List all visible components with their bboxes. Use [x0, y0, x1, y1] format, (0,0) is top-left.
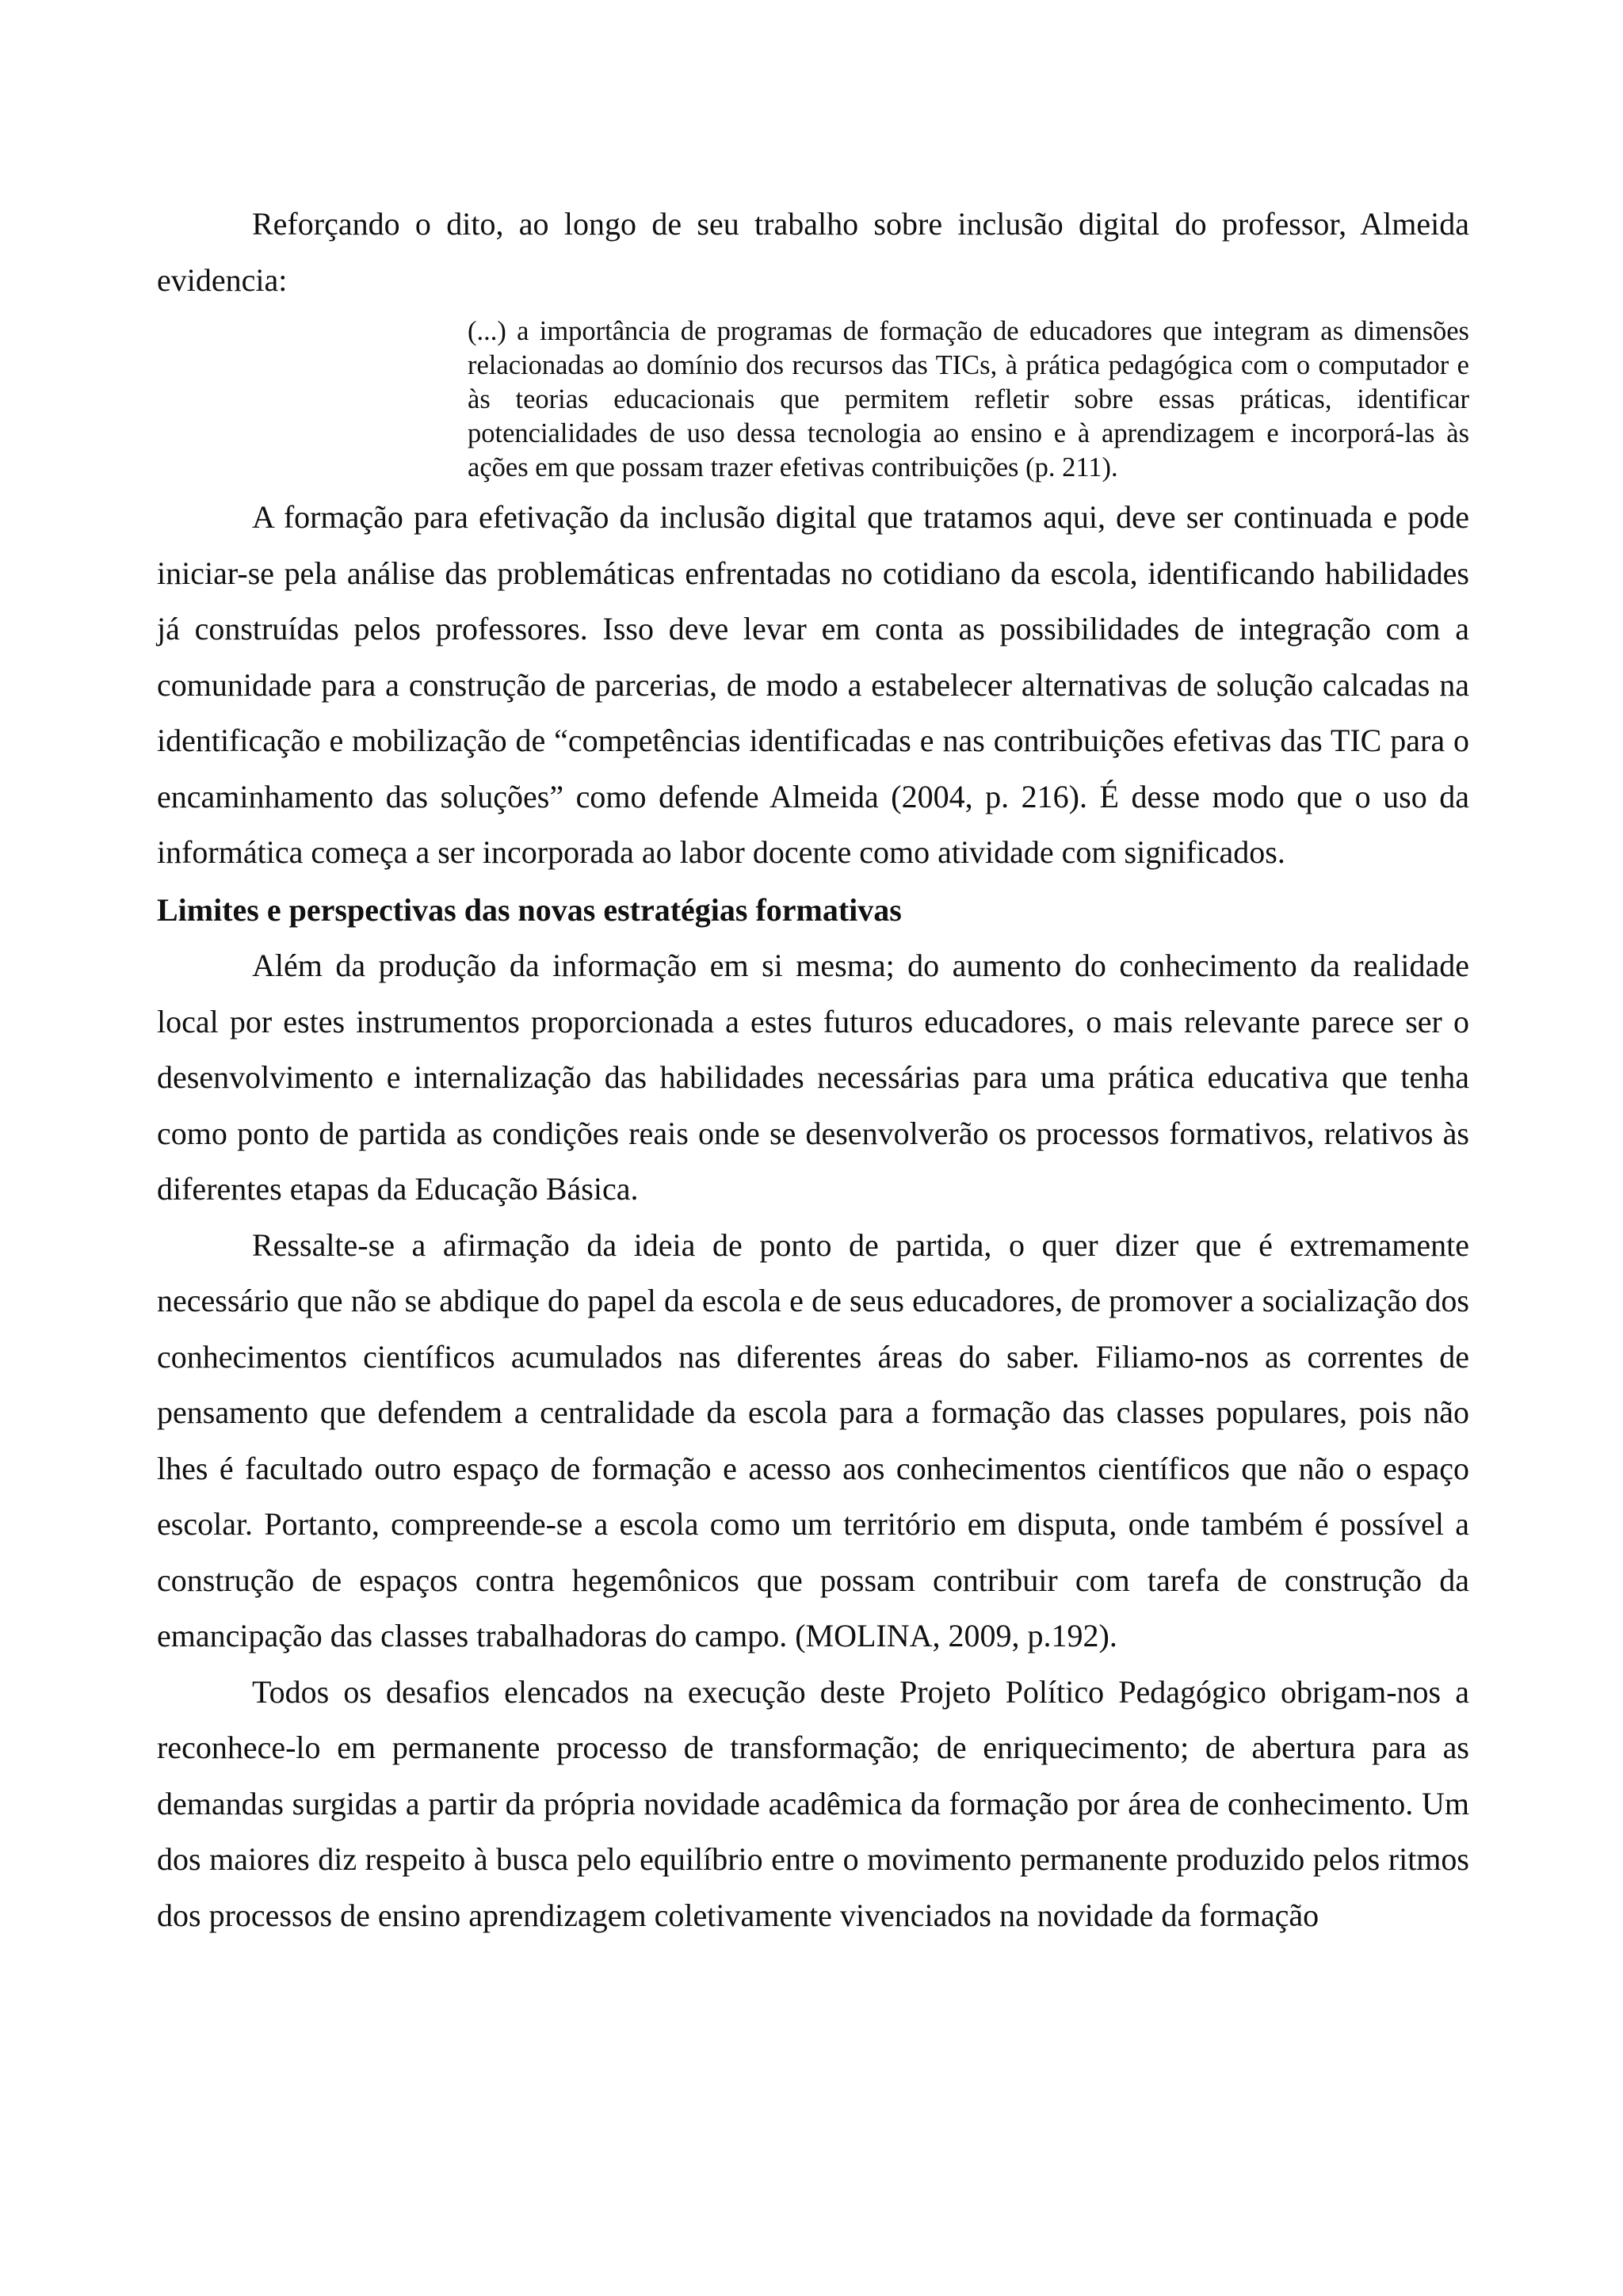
- intro-paragraph: Reforçando o dito, ao longo de seu trabalho sobre inclusão digital do professor, Almeida evidencia:: [157, 206, 1469, 298]
- paragraph-ponto-de-partida: Ressalte-se a afirmação da ideia de ponto de partida, o quer dizer que é extremamente necessário que não se abdique do papel da escola e de seus educadores, de promover a socialização dos conhecimentos científicos acumulados nas diferentes áreas do saber. Filiamo-nos as correntes de pensamento que defendem a centralidade da escola para a formação das classes populares, pois não lhes é facultado outro espaço de formação e acesso aos conhecimentos científicos que não o espaço escolar. Portanto, compreende-se a escola como um território em disputa, onde também é possível a construção de espaços contra hegemônicos que possam contribuir com tarefa de construção da emancipação das classes trabalhadoras do campo. (MOLINA, 2009, p.192).: [157, 1226, 1469, 1653]
- paragraph-producao-informacao: Além da produção da informação em si mesma; do aumento do conhecimento da realidade local por estes instrumentos proporcionada a estes futuros educadores, o mais relevante parece ser o desenvolvimento e internalização das habilidades necessárias para uma prática educativa que tenha como ponto de partida as condições reais onde se desenvolverão os processos formativos, relativos às diferentes etapas da Educação Básica.: [157, 948, 1469, 1207]
- paragraph-desafios: Todos os desafios elencados na execução deste Projeto Político Pedagógico obrigam-nos a reconhece-lo em permanente processo de transformação; de enriquecimento; de abertura para as demandas surgidas a partir da própria novidade acadêmica da formação por área de conhecimento. Um dos maiores diz respeito à busca pelo equilíbrio entre o movimento permanente produzido pelos ritmos dos processos de ensino aprendizagem coletivamente vivenciados na novidade da formação: [157, 1673, 1469, 1933]
- section-heading: Limites e perspectivas das novas estratégias formativas: [157, 891, 902, 928]
- block-quote: (...) a importância de programas de formação de educadores que integram as dimensões relacionadas ao domínio dos recursos das TICs, à prática pedagógica com o computador e às teorias educacionais que permitem refletir sobre essas práticas, identificar potencialidades de uso dessa tecnologia ao ensino e à aprendizagem e incorporá-las às ações em que possam trazer efetivas contribuições (p. 211).: [468, 316, 1469, 482]
- paragraph-inclusao-digital: A formação para efetivação da inclusão digital que tratamos aqui, deve ser continuada e pode iniciar-se pela análise das problemáticas enfrentadas no cotidiano da escola, identificando habilidades já construídas pelos professores. Isso deve levar em conta as possibilidades de integração com a comunidade para a construção de parcerias, de modo a estabelecer alternativas de solução calcadas na identificação e mobilização de “competências identificadas e nas contribuições efetivas das TIC para o encaminhamento das soluções” como defende Almeida (2004, p. 216). É desse modo que o uso da informática começa a ser incorporada ao labor docente como atividade com significados.: [157, 499, 1469, 870]
- page-body: [157, 196, 1469, 1943]
